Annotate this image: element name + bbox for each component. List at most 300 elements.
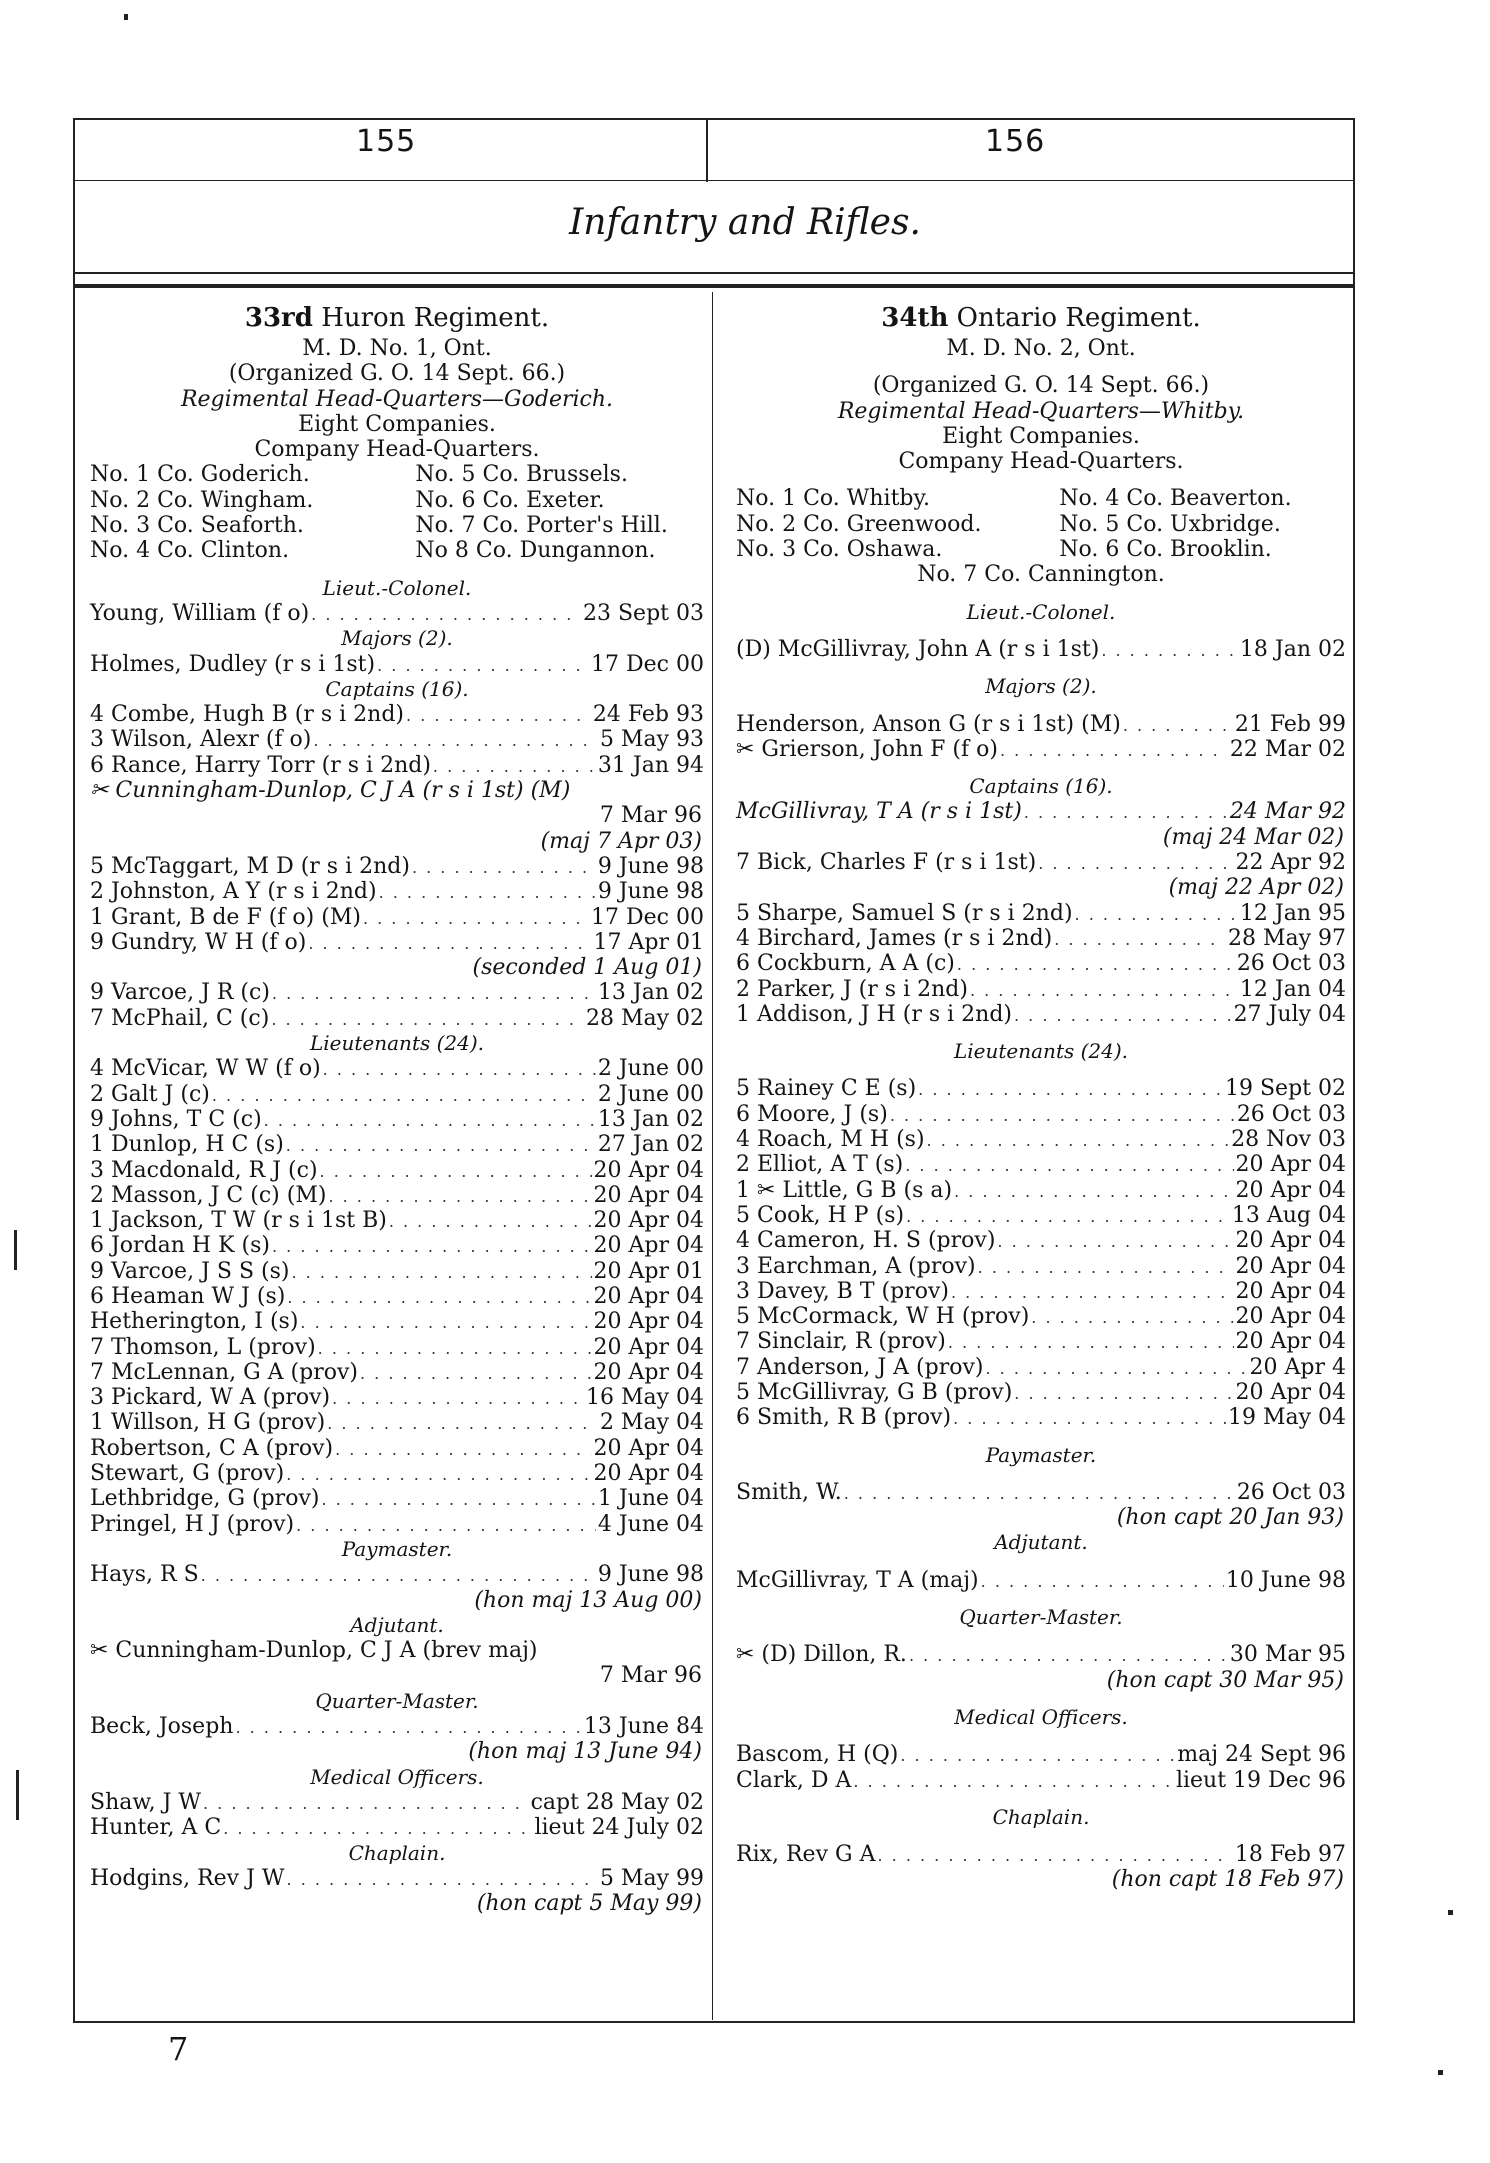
officer-name: 6 Cockburn, A A (c) [736, 951, 955, 977]
medical-list [90, 1790, 704, 1841]
adjutant-entry: ✂ Cunningham-Dunlop, C J A (brev maj) [90, 1638, 538, 1664]
roster-entry [90, 980, 704, 1005]
officer-name: Hunter, A C [90, 1815, 222, 1841]
dot-leader [235, 1715, 581, 1740]
roster-entry [736, 1642, 1346, 1667]
officer-name: 7 Thomson, L (prov) [90, 1334, 316, 1360]
dot-leader [1014, 1381, 1233, 1406]
company-list [736, 486, 1346, 562]
dot-leader [318, 1336, 592, 1361]
scan-mark [1448, 1910, 1453, 1915]
officer-name: 1 Dunlop, H C (s) [90, 1132, 284, 1158]
dot-leader [406, 703, 591, 728]
officer-name: 2 Parker, J (r s i 2nd) [736, 976, 968, 1002]
roster-entry [736, 1178, 1346, 1203]
roster-entry [736, 799, 1346, 824]
officer-name: 3 Davey, B T (prov) [736, 1278, 949, 1304]
lieut-colonel-heading: Lieut.-Colonel. [322, 575, 472, 600]
officer-name: Lethbridge, G (prov) [90, 1486, 320, 1512]
page-number-left: 155 [356, 124, 417, 159]
organized-note: (Organized G. O. 14 Sept. 66.) [872, 373, 1210, 399]
commission-date: 1 June 04 [597, 1486, 704, 1512]
regimental-hq: Regimental Head-Quarters—Goderich. [180, 386, 614, 412]
officer-name: 5 Sharpe, Samuel S (r s i 2nd) [736, 900, 1073, 926]
captain-note: (maj 22 Apr 02) [1168, 875, 1344, 901]
dot-leader [311, 602, 581, 627]
officer-name: Holmes, Dudley (r s i 1st) [90, 651, 376, 677]
dot-leader [223, 1816, 532, 1841]
military-district: M. D. No. 2, Ont. [946, 336, 1136, 361]
roster-entry [90, 1562, 704, 1587]
commission-date: 16 May 04 [585, 1385, 704, 1411]
officer-name: 1 Willson, H G (prov) [90, 1410, 326, 1436]
commission-date: 10 June 98 [1225, 1567, 1346, 1593]
adjutant-date: 7 Mar 96 [599, 1663, 702, 1689]
adjutant-heading: Adjutant. [994, 1530, 1088, 1555]
left-column [90, 300, 704, 1916]
dot-leader [332, 1386, 584, 1411]
commission-date: 18 Feb 97 [1234, 1842, 1346, 1868]
roster-entry [736, 1568, 1346, 1593]
officer-name: 3 Pickard, W A (prov) [90, 1385, 331, 1411]
company-entry: No. 1 Co. Whitby. [736, 486, 931, 512]
company-row [736, 537, 1346, 562]
dot-leader [272, 981, 596, 1006]
regiment-title: 33rd Huron Regiment. [244, 303, 550, 333]
dot-leader [906, 1204, 1230, 1229]
roster-entry [736, 1355, 1346, 1380]
commission-date: 20 Apr 04 [1235, 1228, 1346, 1254]
officer-name: (D) McGillivray, John A (r s i 1st) [736, 636, 1100, 662]
roster-entry [90, 854, 704, 879]
roster-entry [90, 601, 704, 626]
commission-date: 12 Jan 04 [1239, 976, 1346, 1002]
officer-name: 1 Grant, B de F (f o) (M) [90, 904, 361, 930]
officer-name: 4 Combe, Hugh B (r s i 2nd) [90, 702, 405, 728]
commission-date: 2 June 00 [597, 1056, 704, 1082]
dot-leader [978, 1255, 1234, 1280]
officer-name: Bascom, H (Q) [736, 1742, 899, 1768]
officer-name: 3 Earchman, A (prov) [736, 1253, 976, 1279]
medical-list [736, 1742, 1346, 1793]
dot-leader [970, 978, 1238, 1003]
commission-date: 26 Oct 03 [1236, 951, 1346, 977]
roster-entry [90, 1233, 704, 1258]
dot-leader [909, 1643, 1228, 1668]
dot-leader [997, 1229, 1233, 1254]
officer-name: 2 Elliot, A T (s) [736, 1152, 904, 1178]
commission-date: 20 Apr 04 [1235, 1304, 1346, 1330]
dot-leader [1038, 851, 1233, 876]
officer-name: Stewart, G (prov) [90, 1461, 285, 1487]
dot-leader [1101, 638, 1238, 663]
quartermaster-heading: Quarter-Master. [315, 1688, 479, 1713]
commission-date: 12 Jan 95 [1239, 900, 1346, 926]
commission-date: 20 Apr 04 [593, 1334, 704, 1360]
commission-date: 28 Nov 03 [1231, 1127, 1346, 1153]
roster-entry [90, 1461, 704, 1486]
commission-date: 13 Aug 04 [1231, 1202, 1346, 1228]
roster-entry [736, 1002, 1346, 1027]
dot-leader [272, 1234, 592, 1259]
dot-leader [1054, 927, 1226, 952]
majors-heading: Majors (2). [341, 626, 453, 651]
roster-entry [90, 1436, 704, 1461]
company-row [90, 513, 704, 538]
lieutenants-list [90, 1056, 704, 1537]
companies-count: Eight Companies. [942, 423, 1140, 449]
officer-name: McGillivray, T A (r s i 1st) [736, 799, 1022, 825]
quartermaster-note: (hon maj 13 June 94) [468, 1739, 702, 1765]
roster-entry [736, 901, 1346, 926]
commission-date: 20 Apr 04 [593, 1309, 704, 1335]
dot-leader [1075, 902, 1238, 927]
roster-entry [90, 905, 704, 930]
officer-name: 7 Sinclair, R (prov) [736, 1329, 946, 1355]
chaplain-note: (hon capt 5 May 99) [476, 1891, 702, 1917]
dot-leader [905, 1153, 1233, 1178]
dot-leader [844, 1481, 1235, 1506]
commission-date: 2 May 04 [599, 1410, 704, 1436]
scan-mark [16, 1770, 19, 1820]
dot-leader [986, 1356, 1248, 1381]
officer-name: 1 Jackson, T W (r s i 1st B) [90, 1208, 387, 1234]
dot-leader [328, 1184, 591, 1209]
quartermaster-list [736, 1642, 1346, 1667]
roster-entry [90, 1866, 704, 1891]
officer-name: 3 Macdonald, R J (c) [90, 1157, 318, 1183]
lieutenants-heading: Lieutenants (24). [309, 1031, 485, 1056]
commission-date: 17 Dec 00 [591, 651, 704, 677]
roster-entry [736, 1152, 1346, 1177]
commission-date: 20 Apr 04 [593, 1182, 704, 1208]
officer-name: 2 Johnston, A Y (r s i 2nd) [90, 879, 377, 905]
officer-name: 1 Addison, J H (r s i 2nd) [736, 1001, 1012, 1027]
quartermaster-list [90, 1714, 704, 1739]
roster-entry [736, 951, 1346, 976]
title-rule-2 [73, 284, 1353, 288]
roster-entry [736, 637, 1346, 662]
dot-leader [287, 1285, 591, 1310]
scan-mark [14, 1230, 17, 1270]
commission-date: 24 Feb 93 [592, 702, 704, 728]
commission-date: 5 May 99 [599, 1865, 704, 1891]
quartermaster-heading: Quarter-Master. [959, 1605, 1123, 1630]
chaplain-heading: Chaplain. [348, 1840, 446, 1865]
column-divider [712, 292, 713, 2020]
company-entry: No 8 Co. Dungannon. [415, 538, 656, 564]
regiment-title: 34th Ontario Regiment. [881, 303, 1201, 333]
company-row [90, 462, 704, 487]
officer-name: Henderson, Anson G (r s i 1st) (M) [736, 711, 1121, 737]
dot-leader [271, 1007, 584, 1032]
commission-date: 20 Apr 04 [593, 1461, 704, 1487]
organized-note: (Organized G. O. 14 Sept. 66.) [228, 361, 566, 387]
dot-leader [377, 653, 589, 678]
company-row [90, 488, 704, 513]
officer-name: Robertson, C A (prov) [90, 1435, 334, 1461]
roster-entry [736, 1304, 1346, 1329]
roster-entry [736, 1842, 1346, 1867]
officer-name: McGillivray, T A (maj) [736, 1567, 979, 1593]
dot-leader [1024, 800, 1228, 825]
lieut-colonel-list [736, 637, 1346, 662]
officer-name: 9 Johns, T C (c) [90, 1106, 262, 1132]
roster-entry [736, 737, 1346, 762]
roster-entry [736, 1742, 1346, 1767]
dot-leader [201, 1563, 596, 1588]
commission-date: 17 Dec 00 [591, 904, 704, 930]
top-rule [73, 118, 1353, 120]
dot-leader [900, 1743, 1175, 1768]
commission-date: 13 Jan 02 [597, 1106, 704, 1132]
dot-leader [389, 1209, 592, 1234]
dot-leader [1000, 738, 1228, 763]
commission-date: 19 May 04 [1227, 1405, 1346, 1431]
captain-note: (maj 7 Apr 03) [540, 828, 702, 854]
roster-entry [736, 1768, 1346, 1793]
dot-leader [308, 931, 591, 956]
company-entry: No. 1 Co. Goderich. [90, 462, 310, 488]
footer-number: 7 [168, 2030, 189, 2068]
dot-leader [291, 1260, 591, 1285]
company-entry: No. 2 Co. Wingham. [90, 487, 314, 513]
roster-entry [736, 850, 1346, 875]
roster-entry [90, 1132, 704, 1157]
roster-entry [90, 652, 704, 677]
officer-name: Shaw, J W [90, 1789, 201, 1815]
officer-name: Hodgins, Rev J W [90, 1865, 285, 1891]
commission-date: 30 Mar 95 [1229, 1642, 1346, 1668]
roster-entry [736, 977, 1346, 1002]
commission-date: 20 Apr 04 [1235, 1253, 1346, 1279]
officer-name: Rix, Rev G A [736, 1842, 876, 1868]
company-last: No. 7 Co. Cannington. [917, 562, 1165, 588]
roster-entry [90, 702, 704, 727]
dot-leader [981, 1569, 1224, 1594]
dot-leader [948, 1330, 1234, 1355]
roster-entry [90, 1082, 704, 1107]
officer-name: 6 Smith, R B (prov) [736, 1405, 952, 1431]
title-rule-1 [73, 272, 1353, 274]
captains-heading: Captains (16). [969, 774, 1113, 799]
captains-list [736, 799, 1346, 824]
commission-date: 5 May 93 [599, 727, 704, 753]
roster-entry [90, 879, 704, 904]
dot-leader [335, 1437, 591, 1462]
officer-name: 6 Moore, J (s) [736, 1101, 888, 1127]
dot-leader [363, 906, 589, 931]
dot-leader [313, 728, 598, 753]
roster-entry [736, 926, 1346, 951]
chaplain-list [736, 1842, 1346, 1867]
officer-name: 7 McPhail, C (c) [90, 1005, 270, 1031]
paymaster-heading: Paymaster. [341, 1536, 453, 1561]
commission-date: 13 June 84 [583, 1714, 704, 1740]
lieutenants-list [736, 1076, 1346, 1430]
officer-name: 2 Masson, J C (c) (M) [90, 1182, 327, 1208]
commission-date: 20 Apr 04 [1235, 1177, 1346, 1203]
roster-entry [90, 1335, 704, 1360]
officer-name: 4 Cameron, H. S (prov) [736, 1228, 996, 1254]
officer-name: ✂ Grierson, John F (f o) [736, 736, 998, 762]
medical-heading: Medical Officers. [310, 1764, 484, 1789]
roster-entry [90, 1410, 704, 1435]
company-hq-heading: Company Head-Quarters. [898, 449, 1184, 475]
company-entry: No. 6 Co. Brooklin. [1059, 537, 1272, 563]
commission-date: 20 Apr 04 [593, 1435, 704, 1461]
dot-leader [286, 1462, 591, 1487]
dot-leader [957, 952, 1235, 977]
companies-count: Eight Companies. [298, 411, 496, 437]
company-entry: No. 4 Co. Clinton. [90, 538, 290, 564]
paymaster-note: (hon capt 20 Jan 93) [1116, 1505, 1344, 1531]
captain-date: 7 Mar 96 [599, 803, 702, 829]
company-list [90, 462, 704, 563]
majors-list [736, 712, 1346, 763]
officer-name: 4 Birchard, James (r s i 2nd) [736, 925, 1053, 951]
dot-leader [412, 855, 596, 880]
company-entry: No. 5 Co. Uxbridge. [1059, 511, 1281, 537]
quartermaster-note: (hon capt 30 Mar 95) [1106, 1667, 1344, 1693]
roster-entry [736, 1380, 1346, 1405]
dot-leader [379, 880, 596, 905]
roster-entry [90, 1056, 704, 1081]
officer-name: 9 Varcoe, J R (c) [90, 980, 270, 1006]
commission-date: 9 June 98 [597, 879, 704, 905]
roster-entry [736, 1203, 1346, 1228]
commission-date: 22 Apr 92 [1235, 850, 1346, 876]
commission-date: 26 Oct 03 [1236, 1101, 1346, 1127]
commission-date: 20 Apr 04 [593, 1283, 704, 1309]
officer-name: 4 Roach, M H (s) [736, 1127, 925, 1153]
commission-date: 20 Apr 04 [593, 1359, 704, 1385]
officer-name: Beck, Joseph [90, 1714, 234, 1740]
commission-date: 20 Apr 01 [593, 1258, 704, 1284]
roster-entry [90, 1486, 704, 1511]
dot-leader [300, 1310, 591, 1335]
commission-date: 20 Apr 04 [1235, 1329, 1346, 1355]
company-entry: No. 7 Co. Porter's Hill. [415, 513, 668, 539]
company-entry: No. 3 Co. Oshawa. [736, 537, 943, 563]
dot-leader [954, 1179, 1233, 1204]
paymaster-list [90, 1562, 704, 1587]
officer-name: Clark, D A [736, 1767, 852, 1793]
commission-date: 4 June 04 [597, 1511, 704, 1537]
commission-date: 19 Sept 02 [1225, 1076, 1346, 1102]
roster-entry [736, 1127, 1346, 1152]
roster-entry [90, 1208, 704, 1233]
company-row [736, 512, 1346, 537]
majors-list [90, 652, 704, 677]
dot-leader [287, 1867, 598, 1892]
captain-note: (maj 24 Mar 02) [1162, 824, 1344, 850]
captains-list [90, 980, 704, 1031]
officer-name: 6 Jordan H K (s) [90, 1233, 270, 1259]
commission-date: 27 July 04 [1233, 1001, 1346, 1027]
adjutant-heading: Adjutant. [350, 1612, 444, 1637]
captains-list [736, 901, 1346, 1027]
roster-entry [90, 1714, 704, 1739]
officer-name: Hays, R S [90, 1562, 199, 1588]
commission-date: 22 Mar 02 [1229, 736, 1346, 762]
officer-name: Smith, W. [736, 1479, 842, 1505]
roster-entry [736, 1076, 1346, 1101]
commission-date: lieut 24 July 02 [534, 1815, 704, 1841]
pagenum-divider [706, 120, 708, 182]
paymaster-list [736, 1480, 1346, 1505]
commission-date: 24 Mar 92 [1229, 799, 1346, 825]
officer-name: 7 McLennan, G A (prov) [90, 1359, 358, 1385]
commission-date: 9 June 98 [597, 1562, 704, 1588]
roster-entry [90, 1259, 704, 1284]
majors-heading: Majors (2). [985, 674, 1097, 699]
roster-entry [90, 930, 704, 955]
roster-entry [90, 1790, 704, 1815]
officer-name: 1 ✂ Little, G B (s a) [736, 1177, 953, 1203]
commission-date: 20 Apr 4 [1249, 1354, 1346, 1380]
commission-date: 20 Apr 04 [593, 1233, 704, 1259]
dot-leader [877, 1843, 1232, 1868]
officer-name: 5 Rainey C E (s) [736, 1076, 917, 1102]
page-number-right: 156 [985, 124, 1046, 159]
commission-date: 21 Feb 99 [1234, 711, 1346, 737]
lieutenants-heading: Lieutenants (24). [953, 1039, 1129, 1064]
officer-name: 9 Varcoe, J S S (s) [90, 1258, 290, 1284]
commission-date: 2 June 00 [597, 1081, 704, 1107]
roster-entry [90, 1107, 704, 1132]
captain-entry: ✂ Cunningham-Dunlop, C J A (r s i 1st) (M) [90, 778, 571, 804]
dot-leader [890, 1103, 1235, 1128]
roster-entry [90, 1183, 704, 1208]
officer-name: Young, William (f o) [90, 600, 310, 626]
roster-entry [736, 1480, 1346, 1505]
roster-entry [736, 1329, 1346, 1354]
medical-heading: Medical Officers. [954, 1704, 1128, 1729]
paymaster-heading: Paymaster. [985, 1442, 1097, 1467]
roster-entry [736, 1102, 1346, 1127]
roster-entry [90, 1360, 704, 1385]
officer-name: Pringel, H J (prov) [90, 1511, 295, 1537]
roster-entry [90, 1385, 704, 1410]
commission-date: 18 Jan 02 [1239, 636, 1346, 662]
roster-entry [736, 712, 1346, 737]
officer-name: 6 Heaman W J (s) [90, 1283, 286, 1309]
company-row [90, 538, 704, 563]
section-title: Infantry and Rifles. [569, 202, 921, 243]
captains-heading: Captains (16). [325, 676, 469, 701]
roster-entry [90, 753, 704, 778]
dot-leader [320, 1159, 592, 1184]
commission-date: 31 Jan 94 [597, 752, 704, 778]
company-entry: No. 3 Co. Seaforth. [90, 513, 304, 539]
scan-mark [124, 14, 128, 20]
roster-entry [736, 1279, 1346, 1304]
officer-name: 6 Rance, Harry Torr (r s i 2nd) [90, 752, 431, 778]
dot-leader [264, 1108, 596, 1133]
dot-leader [918, 1077, 1223, 1102]
commission-date: 20 Apr 04 [1235, 1379, 1346, 1405]
company-row [736, 486, 1346, 511]
roster-entry [90, 1815, 704, 1840]
company-hq-heading: Company Head-Quarters. [254, 437, 540, 463]
officer-name: 5 McCormack, W H (prov) [736, 1304, 1030, 1330]
commission-date: lieut 19 Dec 96 [1175, 1767, 1346, 1793]
company-entry: No. 4 Co. Beaverton. [1059, 486, 1292, 512]
roster-entry [90, 1284, 704, 1309]
dot-leader [203, 1791, 529, 1816]
officer-name: 4 McVicar, W W (f o) [90, 1056, 321, 1082]
